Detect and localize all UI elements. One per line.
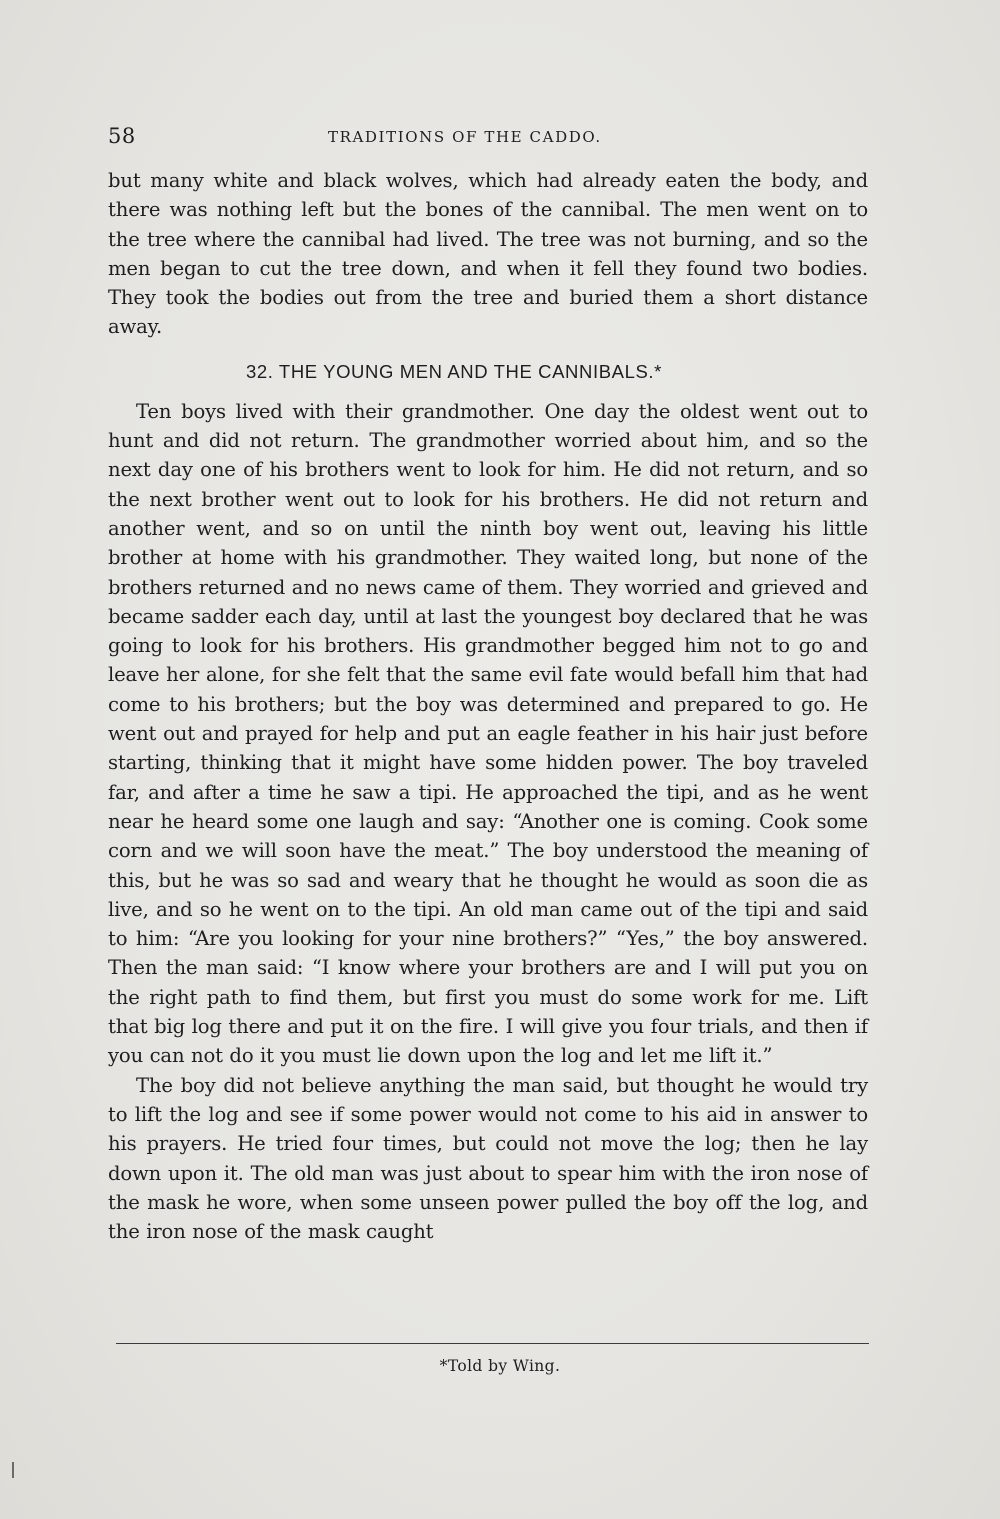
running-title: TRADITIONS OF THE CADDO. [328,128,602,146]
footnote: *Told by Wing. [439,1357,561,1375]
story-paragraph-1: Ten boys lived with their grandmother. One day the oldest went out to hunt and did not return. The grandmother worried about him, and so the next day one of his brothers went to look for him. He did not return, and so the next brother went out to look for his brothers. He did not return and another went, and so on until the ninth boy went out, leaving his little brother at home with his grandmother. They waited long, but none of the brothers returned and no news came of them. They worried and grieved and became sadder each day, until at last the youngest boy declared that he was going to look for his brothers. His grandmother begged him not to go and leave her alone, for she felt that the same evil fate would befall him that had come to his brothers; but the boy was determined and prepared to go. He went out and prayed for help and put an eagle feather in his hair just before starting, thinking that it might have some hidden power. The boy traveled far, and after a time he saw a tipi. He approached the tipi, and as he went near he heard some one laugh and say: “Another one is coming. Cook some corn and we will soon have the meat.” The boy understood the meaning of this, but he was so sad and weary that he thought he would as soon die as live, and so he went on to the tipi. An old man came out of the tipi and said to him: “Are you looking for your nine brothers?” “Yes,” the boy answered. Then the man said: “I know where your brothers are and I will put you on the right path to find them, but first you must do some work for me. Lift that big log there and put it on the fire. I will give you four trials, and then if you can not do it you must lie down upon the log and let me lift it.” [108,399,868,1068]
section-heading: 32. THE YOUNG MEN AND THE CANNIBALS.* [246,360,662,382]
footnote-rule [116,1343,869,1344]
body-text [108,166,868,1246]
running-head [108,124,868,154]
speck-mark [12,1462,14,1478]
page-number: 58 [108,124,136,148]
story-paragraph-2: The boy did not believe anything the man said, but thought he would try to lift the log and see if some power would not come to his aid in answer to his prayers. He tried four times, but could not move the log; then he lay down upon it. The old man was just about to spear him with the iron nose of the mask he wore, when some unseen power pulled the boy off the log, and the iron nose of the mask caught [108,1073,868,1244]
continuation-paragraph: but many white and black wolves, which had already eaten the body, and there was nothing left but the bones of the cannibal. The men went on to the tree where the cannibal had lived. The tree was not burning, and so the men began to cut the tree down, and when it fell they found two bodies. They took the bodies out from the tree and buried them a short distance away. [108,169,868,339]
